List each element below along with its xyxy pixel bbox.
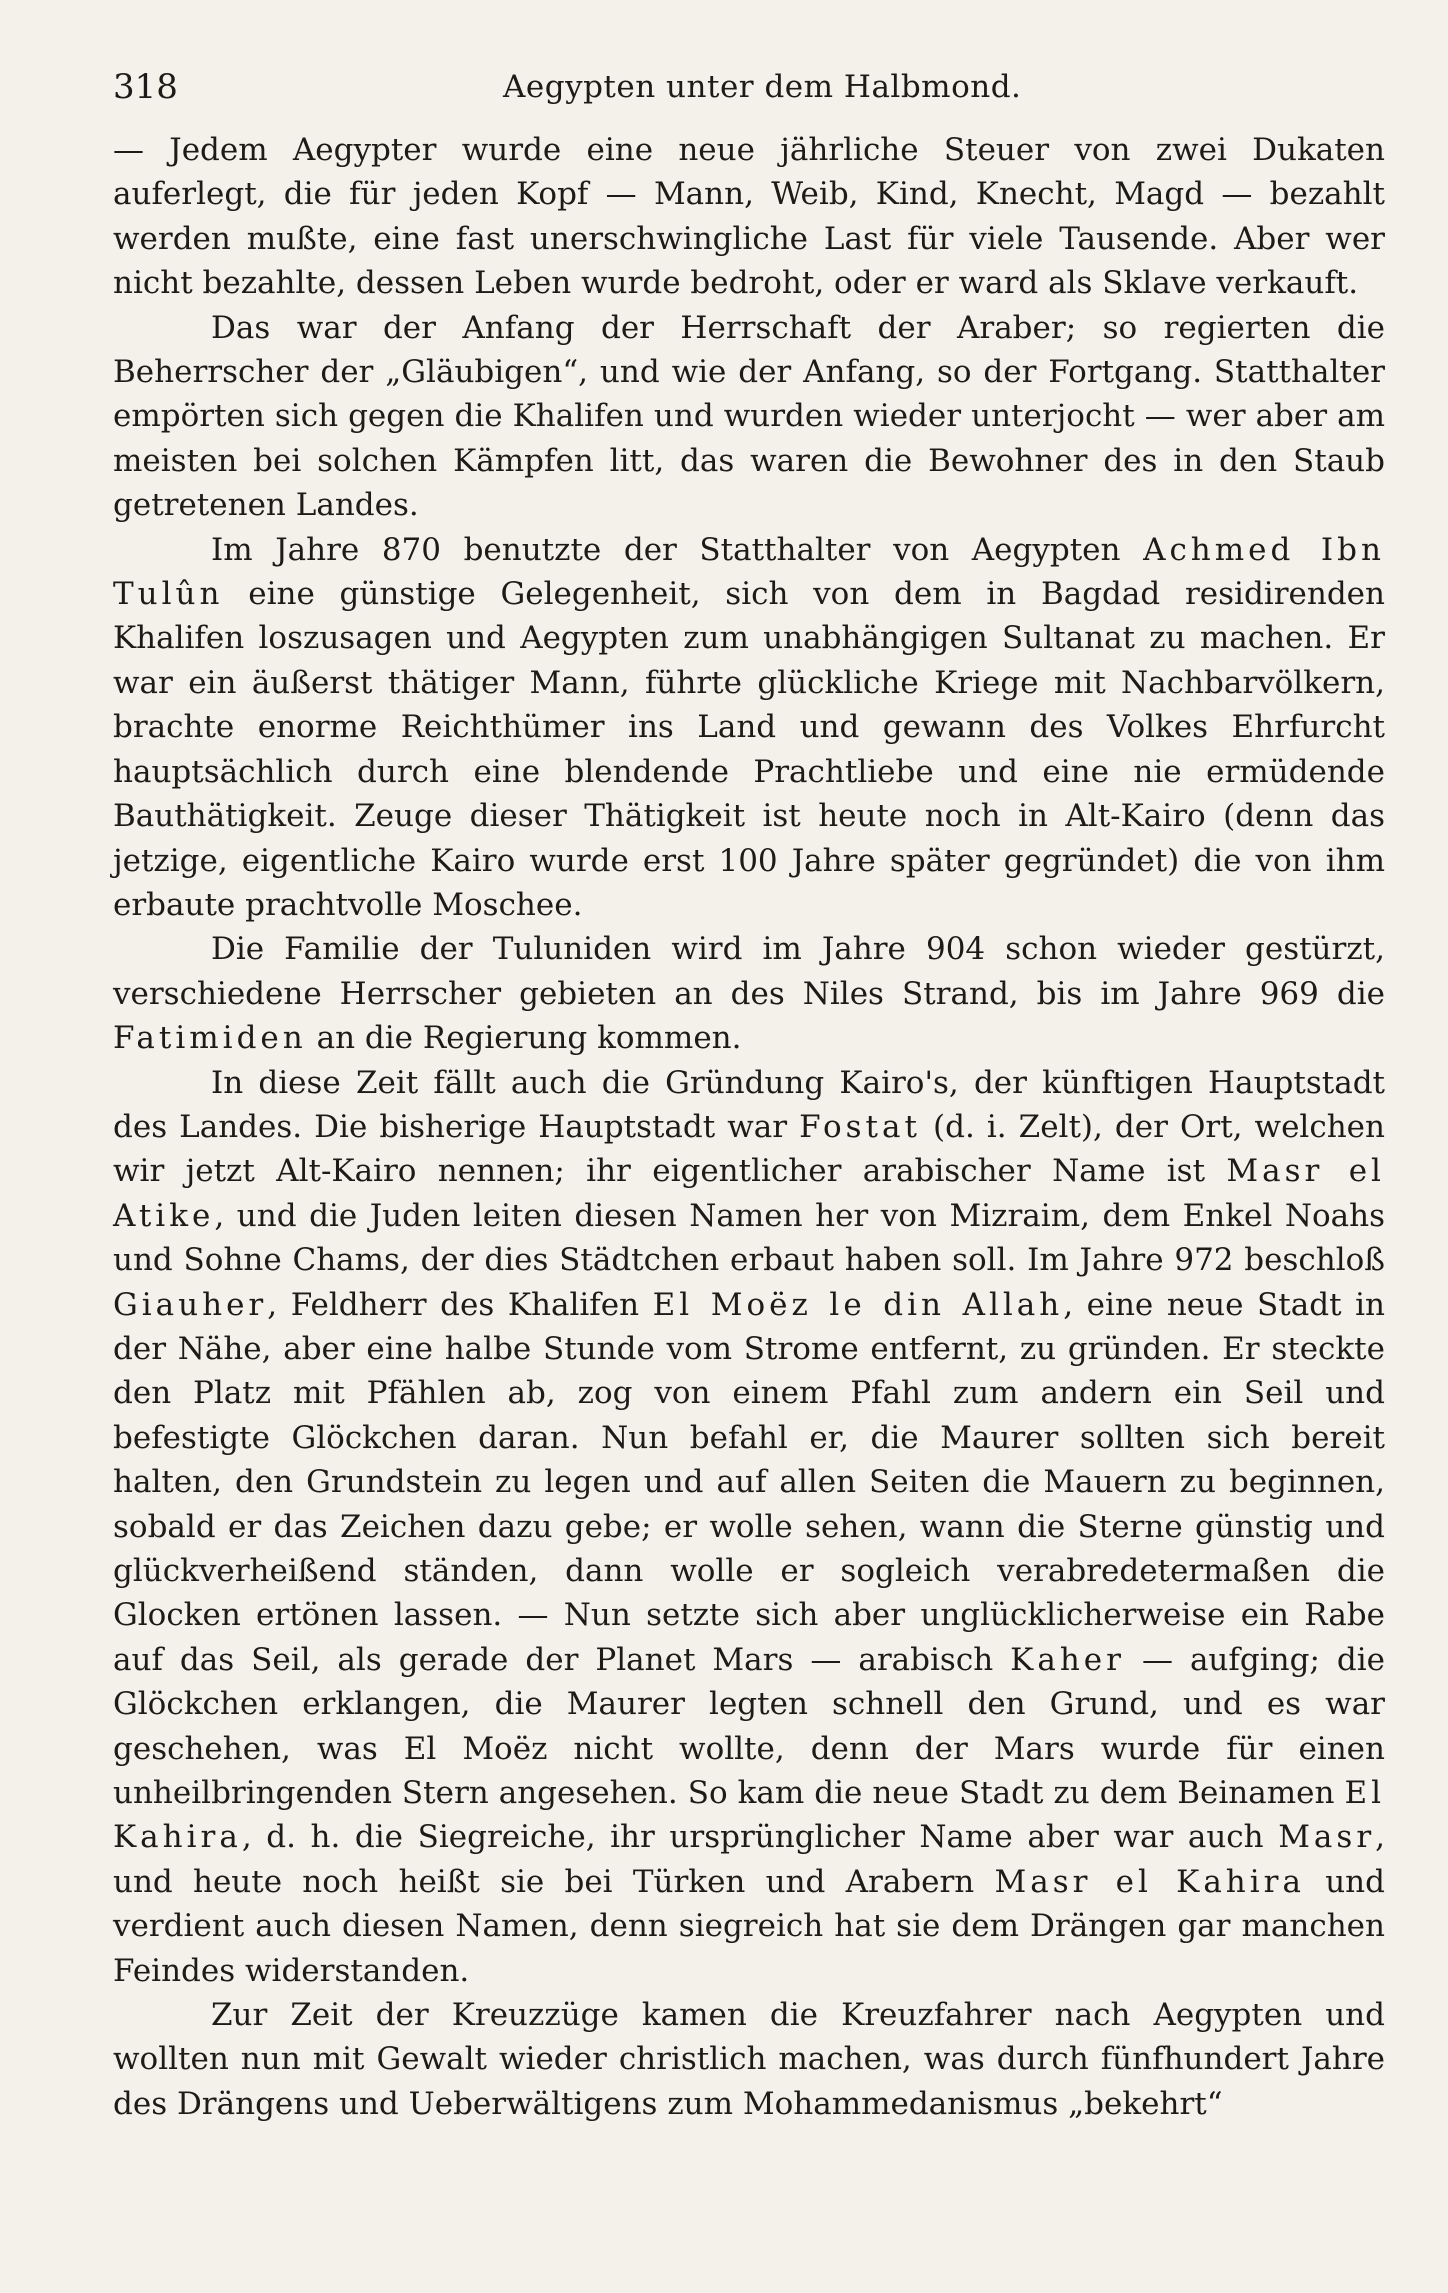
spaced-name: Masr el Atike bbox=[113, 1153, 1385, 1234]
spaced-name: Masr el Kahira bbox=[994, 1863, 1305, 1900]
paragraph bbox=[113, 927, 1385, 1060]
text-run: Das war der Anfang der Herrschaft der Araber; so regierten die Beherrscher der „Gläubigen“, und wie der Anfang, so der Fortgang. Statthalter empörten sich gegen die Khalifen und wurden wieder unterjocht — wer aber am meisten bei solchen Kämpfen litt, das waren die Bewohner des in den Staub getretenen Landes. bbox=[113, 309, 1385, 524]
spaced-name: Giauher bbox=[113, 1286, 268, 1323]
text-run: Die Familie der Tuluniden wird im Jahre 904 schon wieder gestürzt, verschiedene Herrscher gebieten an des Niles Strand, bis im Jahre 969 die bbox=[113, 931, 1385, 1012]
text-run: — Jedem Aegypter wurde eine neue jährliche Steuer von zwei Dukaten auferlegt, die für jeden Kopf — Mann, Weib, Kind, Knecht, Magd — bezahlt werden mußte, eine fast unerschwingliche Last für viele Tausende. Aber wer nicht bezahlte, dessen Leben wurde bedroht, oder er ward als Sklave verkauft. bbox=[113, 132, 1385, 302]
paragraph bbox=[113, 306, 1385, 528]
text-run: , und die Juden leiten diesen Namen her von Mizraim, dem Enkel Noahs und Sohne Chams, der dies Städtchen erbaut haben soll. Im Jahre 972 beschloß bbox=[113, 1197, 1385, 1279]
page-number: 318 bbox=[113, 67, 178, 107]
spaced-name: Achmed Ibn Tulûn bbox=[113, 531, 1385, 613]
text-run: In diese Zeit fällt auch die Gründung Kairo's, der künftigen Hauptstadt des Landes. Die bisherige Hauptstadt war bbox=[113, 1064, 1385, 1145]
spaced-name: El Moëz le din Allah bbox=[652, 1286, 1064, 1323]
running-title: Aegypten unter dem Halbmond. bbox=[503, 69, 1022, 105]
text-run: , eine neue Stadt in der Nähe, aber eine halbe Stunde vom Strome entfernt, zu gründen. Er steckte den Platz mit Pfählen ab, zog von einem Pfahl zum andern ein Seil und befestigte Glöckchen daran. Nun befahl er, die Maurer sollten sich bereit halten, den Grundstein zu legen und auf allen Seiten die Mauern zu beginnen, sobald er das Zeichen dazu gebe; er wolle sehen, wann die Sterne günstig und glückverheißend ständen, dann wolle er sogleich verabredetermaßen die Glocken ertönen lassen. — Nun setzte sich aber unglücklicherweise ein Rabe auf das Seil, als gerade der Planet Mars — arabisch bbox=[113, 1286, 1385, 1678]
paragraph bbox=[113, 528, 1385, 928]
text-run: — aufging; die Glöckchen erklangen, die Maurer legten schnell den Grund, und es war geschehen, was El Moëz nicht wollte, denn der Mars wurde für einen unheilbringenden Stern angesehen. So kam die neue Stadt zu dem Beinamen bbox=[113, 1641, 1385, 1812]
paragraph bbox=[113, 1061, 1385, 1994]
text-run: , Feldherr des Khalifen bbox=[267, 1286, 653, 1323]
spaced-name: Kaher bbox=[1010, 1641, 1125, 1678]
page-header bbox=[113, 62, 1383, 112]
text-run: , und heute noch heißt sie bei Türken und Arabern bbox=[113, 1819, 1385, 1900]
text-run: eine günstige Gelegenheit, sich von dem in Bagdad residirenden Khalifen loszusagen und Aegypten zum unabhängigen Sultanat zu machen. Er war ein äußerst thätiger Mann, führte glückliche Kriege mit Nachbarvölkern, brachte enorme Reichthümer ins Land und gewann des Volkes Ehrfurcht hauptsächlich durch eine blendende Prachtliebe und eine nie ermüdende Bauthätigkeit. Zeuge dieser Thätigkeit ist heute noch in Alt-Kairo (denn das jetzige, eigentliche Kairo wurde erst 100 Jahre später gegründet) die von ihm erbaute prachtvolle Moschee. bbox=[113, 576, 1385, 923]
body-text bbox=[113, 128, 1385, 2126]
text-run: an die Regierung kommen. bbox=[306, 1020, 742, 1057]
text-run: und verdient auch diesen Namen, denn siegreich hat sie dem Drängen gar manchen Feindes widerstanden. bbox=[113, 1863, 1385, 1989]
spaced-name: Fostat bbox=[799, 1108, 921, 1145]
spaced-name: Masr bbox=[1278, 1819, 1376, 1856]
text-run: (d. i. Zelt), der Ort, welchen wir jetzt Alt-Kairo nennen; ihr eigentlicher arabischer Name ist bbox=[113, 1108, 1385, 1190]
text-run: , d. h. die Siegreiche, ihr ursprünglicher Name aber war auch bbox=[241, 1819, 1279, 1856]
text-run: Zur Zeit der Kreuzzüge kamen die Kreuzfahrer nach Aegypten und wollten nun mit Gewalt wieder christlich machen, was durch fünfhundert Jahre des Drängens und Ueberwältigens zum Mohammedanismus „bekehrt“ bbox=[113, 1997, 1385, 2122]
spaced-name: Fatimiden bbox=[113, 1020, 307, 1057]
paragraph bbox=[113, 128, 1385, 306]
spaced-name: El Kahira bbox=[113, 1775, 1385, 1856]
paragraph bbox=[113, 1993, 1385, 2126]
text-run: Im Jahre 870 benutzte der Statthalter von Aegypten bbox=[211, 531, 1144, 568]
